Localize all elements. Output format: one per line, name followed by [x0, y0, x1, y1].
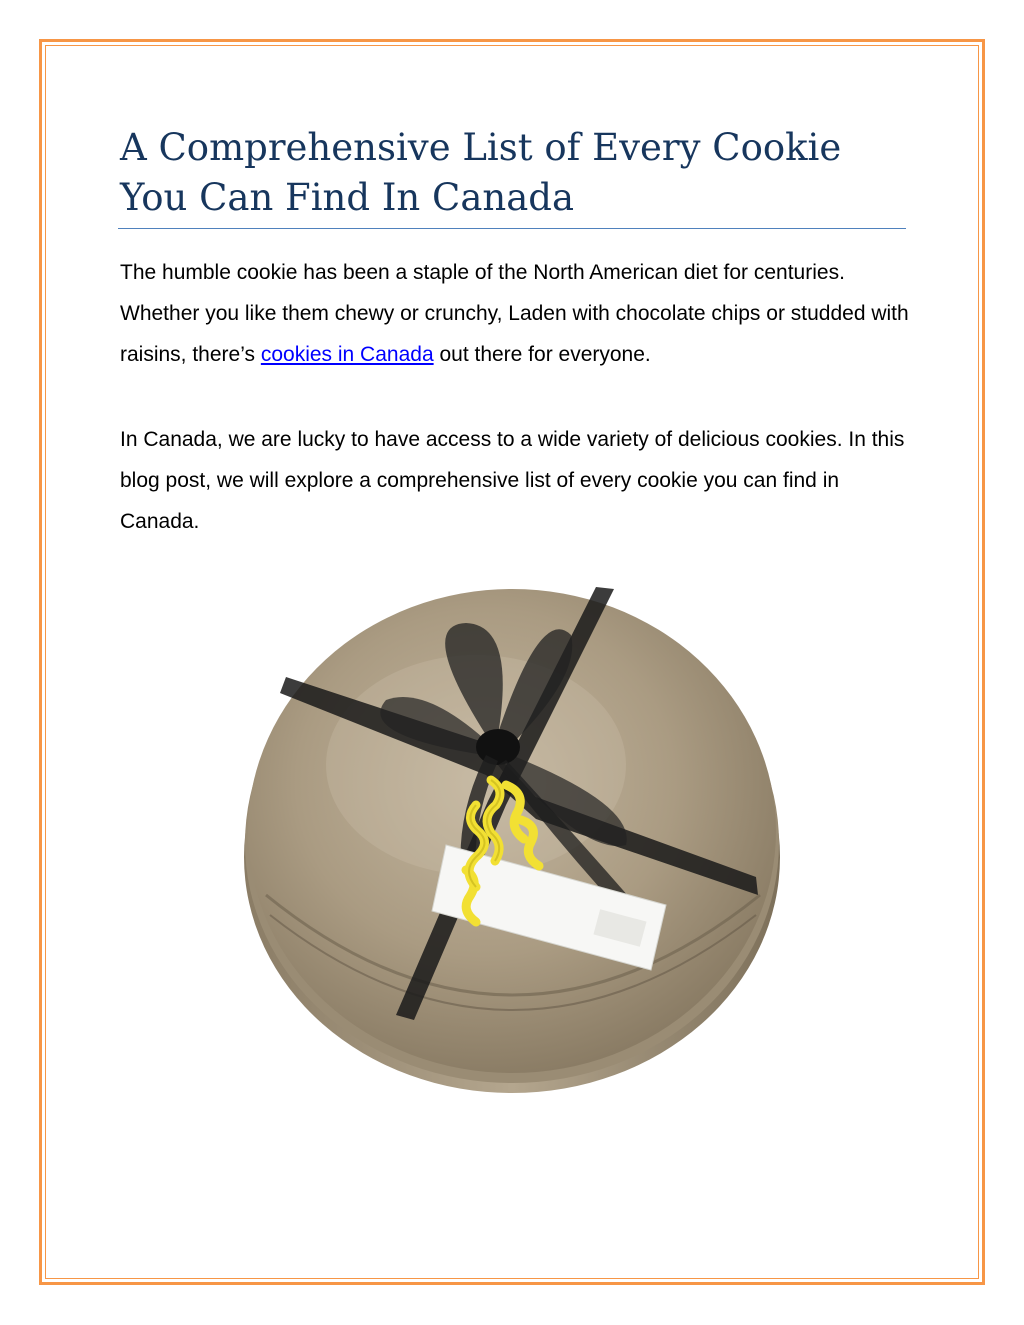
- intro-paragraph: [120, 252, 910, 375]
- intro-text-after-link: out there for everyone.: [433, 343, 651, 366]
- page-title: A Comprehensive List of Every Cookie You Can Find In Canada: [120, 126, 842, 219]
- title-underline-rule: [118, 228, 906, 229]
- intro-text-before-link: The humble cookie has been a staple of the North American diet for centuries. Whether you like them chewy or crunchy, Laden with chocolate chips or studded with raisins, there’s: [120, 261, 909, 366]
- second-paragraph: In Canada, we are lucky to have access to a wide variety of delicious cookies. In this blog post, we will explore a comprehensive list of every cookie you can find in Canada.: [120, 428, 905, 533]
- cookies-in-canada-link[interactable]: cookies in Canada: [260, 343, 434, 366]
- gift-tin-photo: [236, 565, 788, 1095]
